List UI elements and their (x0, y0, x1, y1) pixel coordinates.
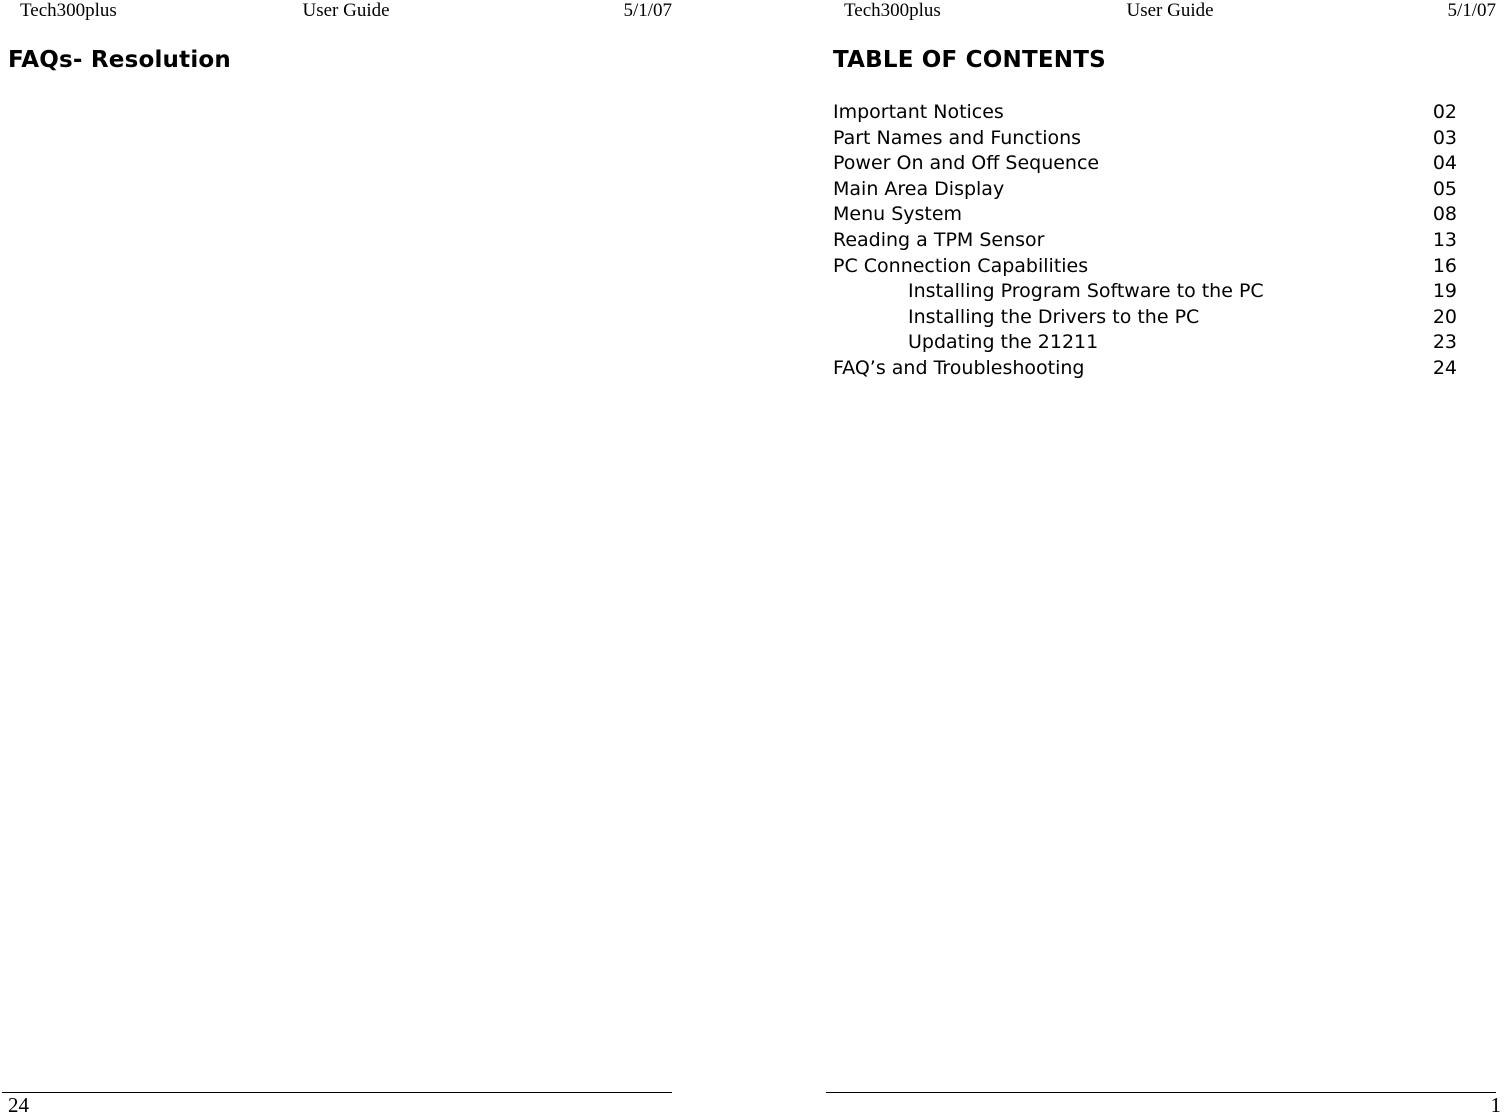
footer-rule (2, 1092, 672, 1093)
toc-entry-label: PC Connection Capabilities (833, 254, 1089, 277)
toc-entry-label: Important Notices (833, 101, 1004, 123)
toc-entry-part-names[interactable] (833, 126, 1457, 152)
toc-entry-power-sequence[interactable] (833, 151, 1457, 177)
header-product-name: Tech300plus (844, 0, 941, 21)
toc-subentry-installing-software[interactable] (833, 279, 1457, 305)
header-document-type: User Guide (302, 0, 390, 21)
toc-entry-label: Installing Program Software to the PC (908, 280, 1264, 303)
toc-entry-label: Part Names and Functions (833, 126, 1082, 149)
toc-entry-label: FAQ’s and Troubleshooting (833, 356, 1085, 379)
toc-entry-menu-system[interactable] (833, 202, 1457, 228)
table-of-contents (833, 100, 1457, 382)
section-title: FAQs- Resolution (8, 47, 231, 73)
header-date: 5/1/07 (1447, 0, 1496, 21)
toc-entry-label: Updating the 21211 (908, 331, 1099, 354)
header-date: 5/1/07 (623, 0, 672, 21)
toc-entry-page: 13 (1432, 228, 1457, 251)
header-product-name: Tech300plus (20, 0, 117, 21)
header-document-type: User Guide (1126, 0, 1214, 21)
toc-entry-label: Installing the Drivers to the PC (908, 305, 1200, 328)
toc-subentry-updating-21211[interactable] (833, 330, 1457, 356)
toc-entry-page: 08 (1432, 203, 1457, 226)
toc-entry-pc-connection[interactable] (833, 254, 1457, 280)
toc-subentry-installing-drivers[interactable] (833, 305, 1457, 331)
left-page (0, 0, 680, 1115)
toc-entry-page: 20 (1432, 305, 1457, 328)
toc-entry-page: 02 (1432, 101, 1457, 123)
toc-entry-label: Reading a TPM Sensor (833, 228, 1045, 251)
toc-entry-main-area-display[interactable] (833, 177, 1457, 203)
toc-entry-label: Main Area Display (833, 177, 1005, 200)
toc-entry-page: 04 (1432, 152, 1457, 175)
toc-entry-faqs-troubleshooting[interactable] (833, 356, 1457, 382)
page-number: 24 (8, 1093, 29, 1117)
toc-entry-label: Power On and Off Sequence (833, 152, 1100, 175)
right-page (820, 0, 1505, 1115)
toc-entry-page: 05 (1432, 177, 1457, 200)
toc-entry-important-notices[interactable] (833, 100, 1457, 126)
toc-entry-page: 03 (1432, 126, 1457, 149)
running-header (844, 0, 1496, 22)
toc-title: TABLE OF CONTENTS (833, 47, 1106, 73)
toc-entry-page: 16 (1432, 254, 1457, 277)
toc-entry-label: Menu System (833, 203, 963, 226)
footer-rule (826, 1092, 1496, 1093)
page-number: 1 (1490, 1093, 1501, 1117)
toc-entry-reading-tpm-sensor[interactable] (833, 228, 1457, 254)
running-header (20, 0, 672, 22)
toc-entry-page: 23 (1432, 331, 1457, 354)
toc-entry-page: 19 (1432, 280, 1457, 303)
toc-entry-page: 24 (1432, 356, 1457, 379)
